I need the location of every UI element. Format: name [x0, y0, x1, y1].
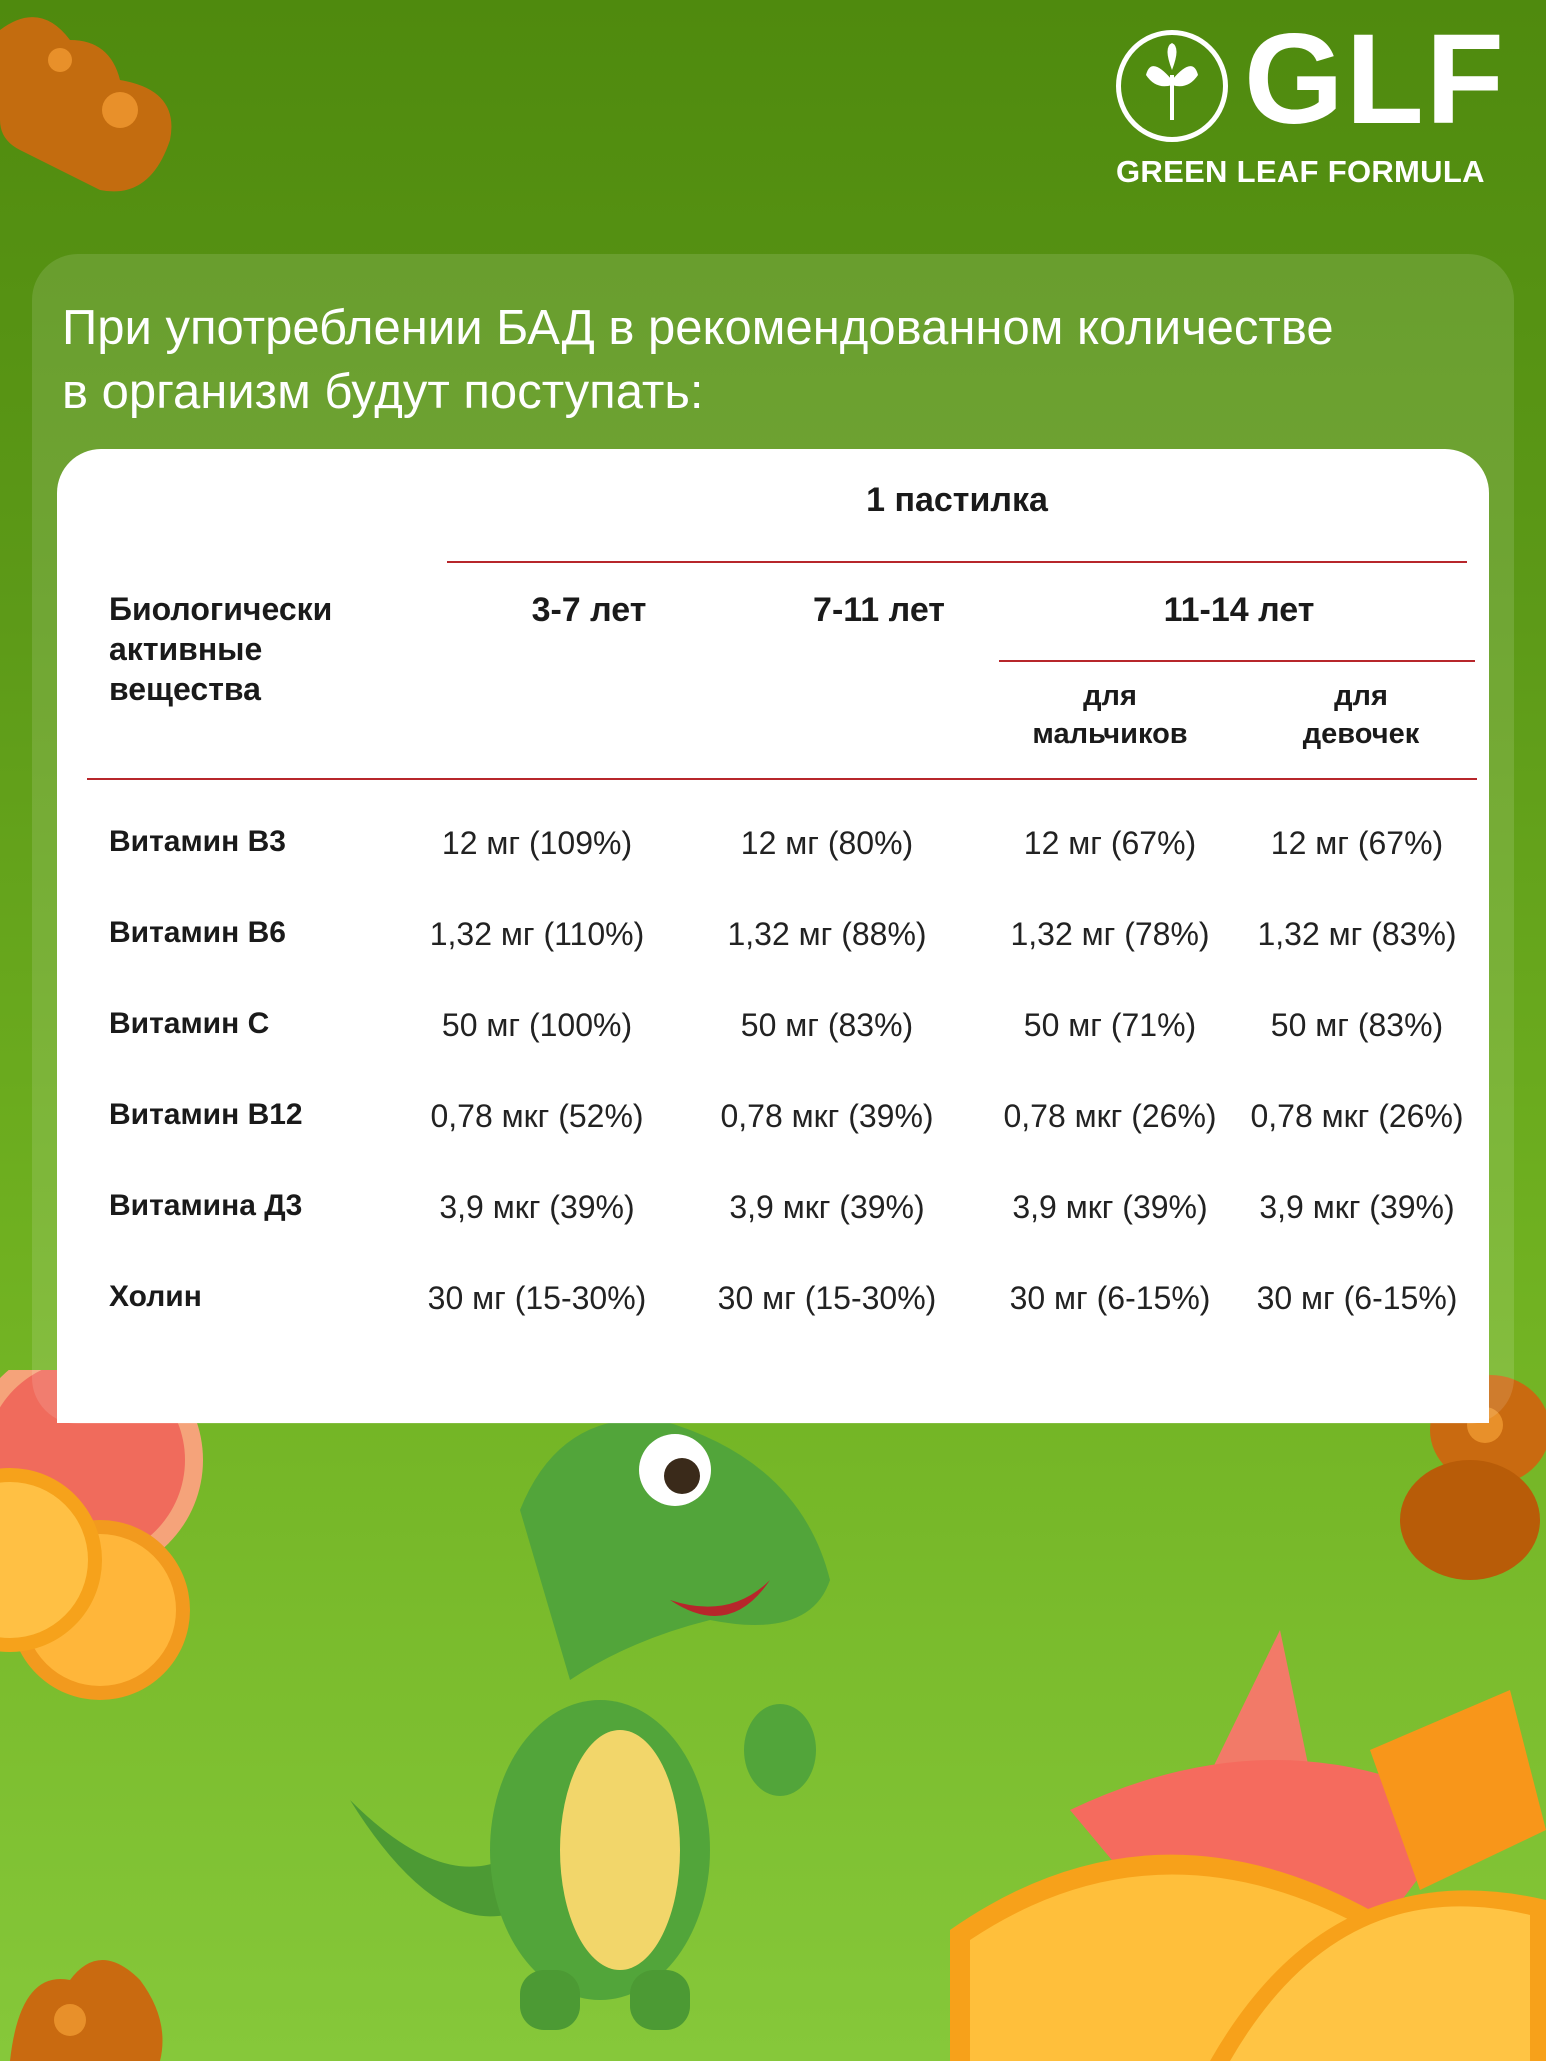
table-cell: 3,9 мкг (39%): [439, 1189, 635, 1225]
age-header-11-14: 11-14 лет: [1163, 591, 1315, 629]
table-cell: 1,32 мг (78%): [1010, 916, 1210, 952]
brand-letters: GLF: [1244, 8, 1506, 151]
divider-top: [447, 561, 1467, 563]
table-cell: 12 мг (80%): [740, 825, 914, 861]
table-cell: 30 мг (6-15%): [1256, 1280, 1458, 1316]
nutrient-table: [57, 449, 1489, 1423]
table-cell: 50 мг (100%): [441, 1007, 633, 1043]
row-label: Витамин В12: [109, 1098, 303, 1131]
brand-logo: [1116, 8, 1506, 190]
gummy-bottom-left-image: [0, 1940, 170, 2061]
heading-line-2: в организм будут поступать:: [62, 365, 704, 419]
serving-header: 1 пастилка: [866, 481, 1048, 519]
table-cell: 12 мг (67%): [1270, 825, 1444, 861]
table-cell: 3,9 мкг (39%): [1259, 1189, 1455, 1225]
table-cell: 0,78 мкг (39%): [720, 1098, 934, 1134]
dinosaur-mascot-image: [330, 1380, 830, 2040]
divider-11-14: [999, 660, 1475, 662]
table-cell: 50 мг (83%): [1270, 1007, 1444, 1043]
brand-tagline: GREEN LEAF FORMULA: [1116, 154, 1485, 189]
gummy-top-left-image: [0, 0, 200, 220]
row-label: Витамин В6: [109, 916, 286, 949]
table-cell: 1,32 мг (110%): [429, 916, 645, 952]
page-heading: [62, 296, 1482, 424]
row-label: Витамин С: [109, 1007, 270, 1040]
row-label: Витамина Д3: [109, 1189, 303, 1222]
row-label: Холин: [109, 1280, 202, 1313]
age-header-3-7: 3-7 лет: [531, 591, 647, 629]
table-cell: 1,32 мг (88%): [727, 916, 927, 952]
subgroup-girls: для девочек: [1302, 680, 1420, 750]
table-cell: 1,32 мг (83%): [1257, 916, 1457, 952]
divider-header-bottom: [87, 778, 1477, 780]
age-header-7-11: 7-11 лет: [813, 591, 945, 629]
table-cell: 50 мг (71%): [1023, 1007, 1197, 1043]
subgroup-boys: для мальчиков: [1032, 680, 1188, 750]
table-cell: 30 мг (15-30%): [427, 1280, 647, 1316]
citrus-bottom-right-image: [950, 1630, 1546, 2061]
table-cell: 0,78 мкг (26%): [1250, 1098, 1464, 1134]
table-cell: 12 мг (109%): [441, 825, 633, 861]
heading-line-1: При употреблении БАД в рекомендованном количестве: [62, 301, 1334, 355]
table-cell: 50 мг (83%): [740, 1007, 914, 1043]
table-cell: 0,78 мкг (52%): [430, 1098, 644, 1134]
table-cell: 30 мг (6-15%): [1009, 1280, 1211, 1316]
table-cell: 3,9 мкг (39%): [729, 1189, 925, 1225]
substance-header: Биологически активные вещества: [109, 591, 333, 707]
table-cell: 3,9 мкг (39%): [1012, 1189, 1208, 1225]
row-label: Витамин В3: [109, 825, 286, 858]
leaf-emblem-icon: [1116, 30, 1228, 142]
table-cell: 0,78 мкг (26%): [1003, 1098, 1217, 1134]
table-cell: 30 мг (15-30%): [717, 1280, 937, 1316]
table-cell: 12 мг (67%): [1023, 825, 1197, 861]
